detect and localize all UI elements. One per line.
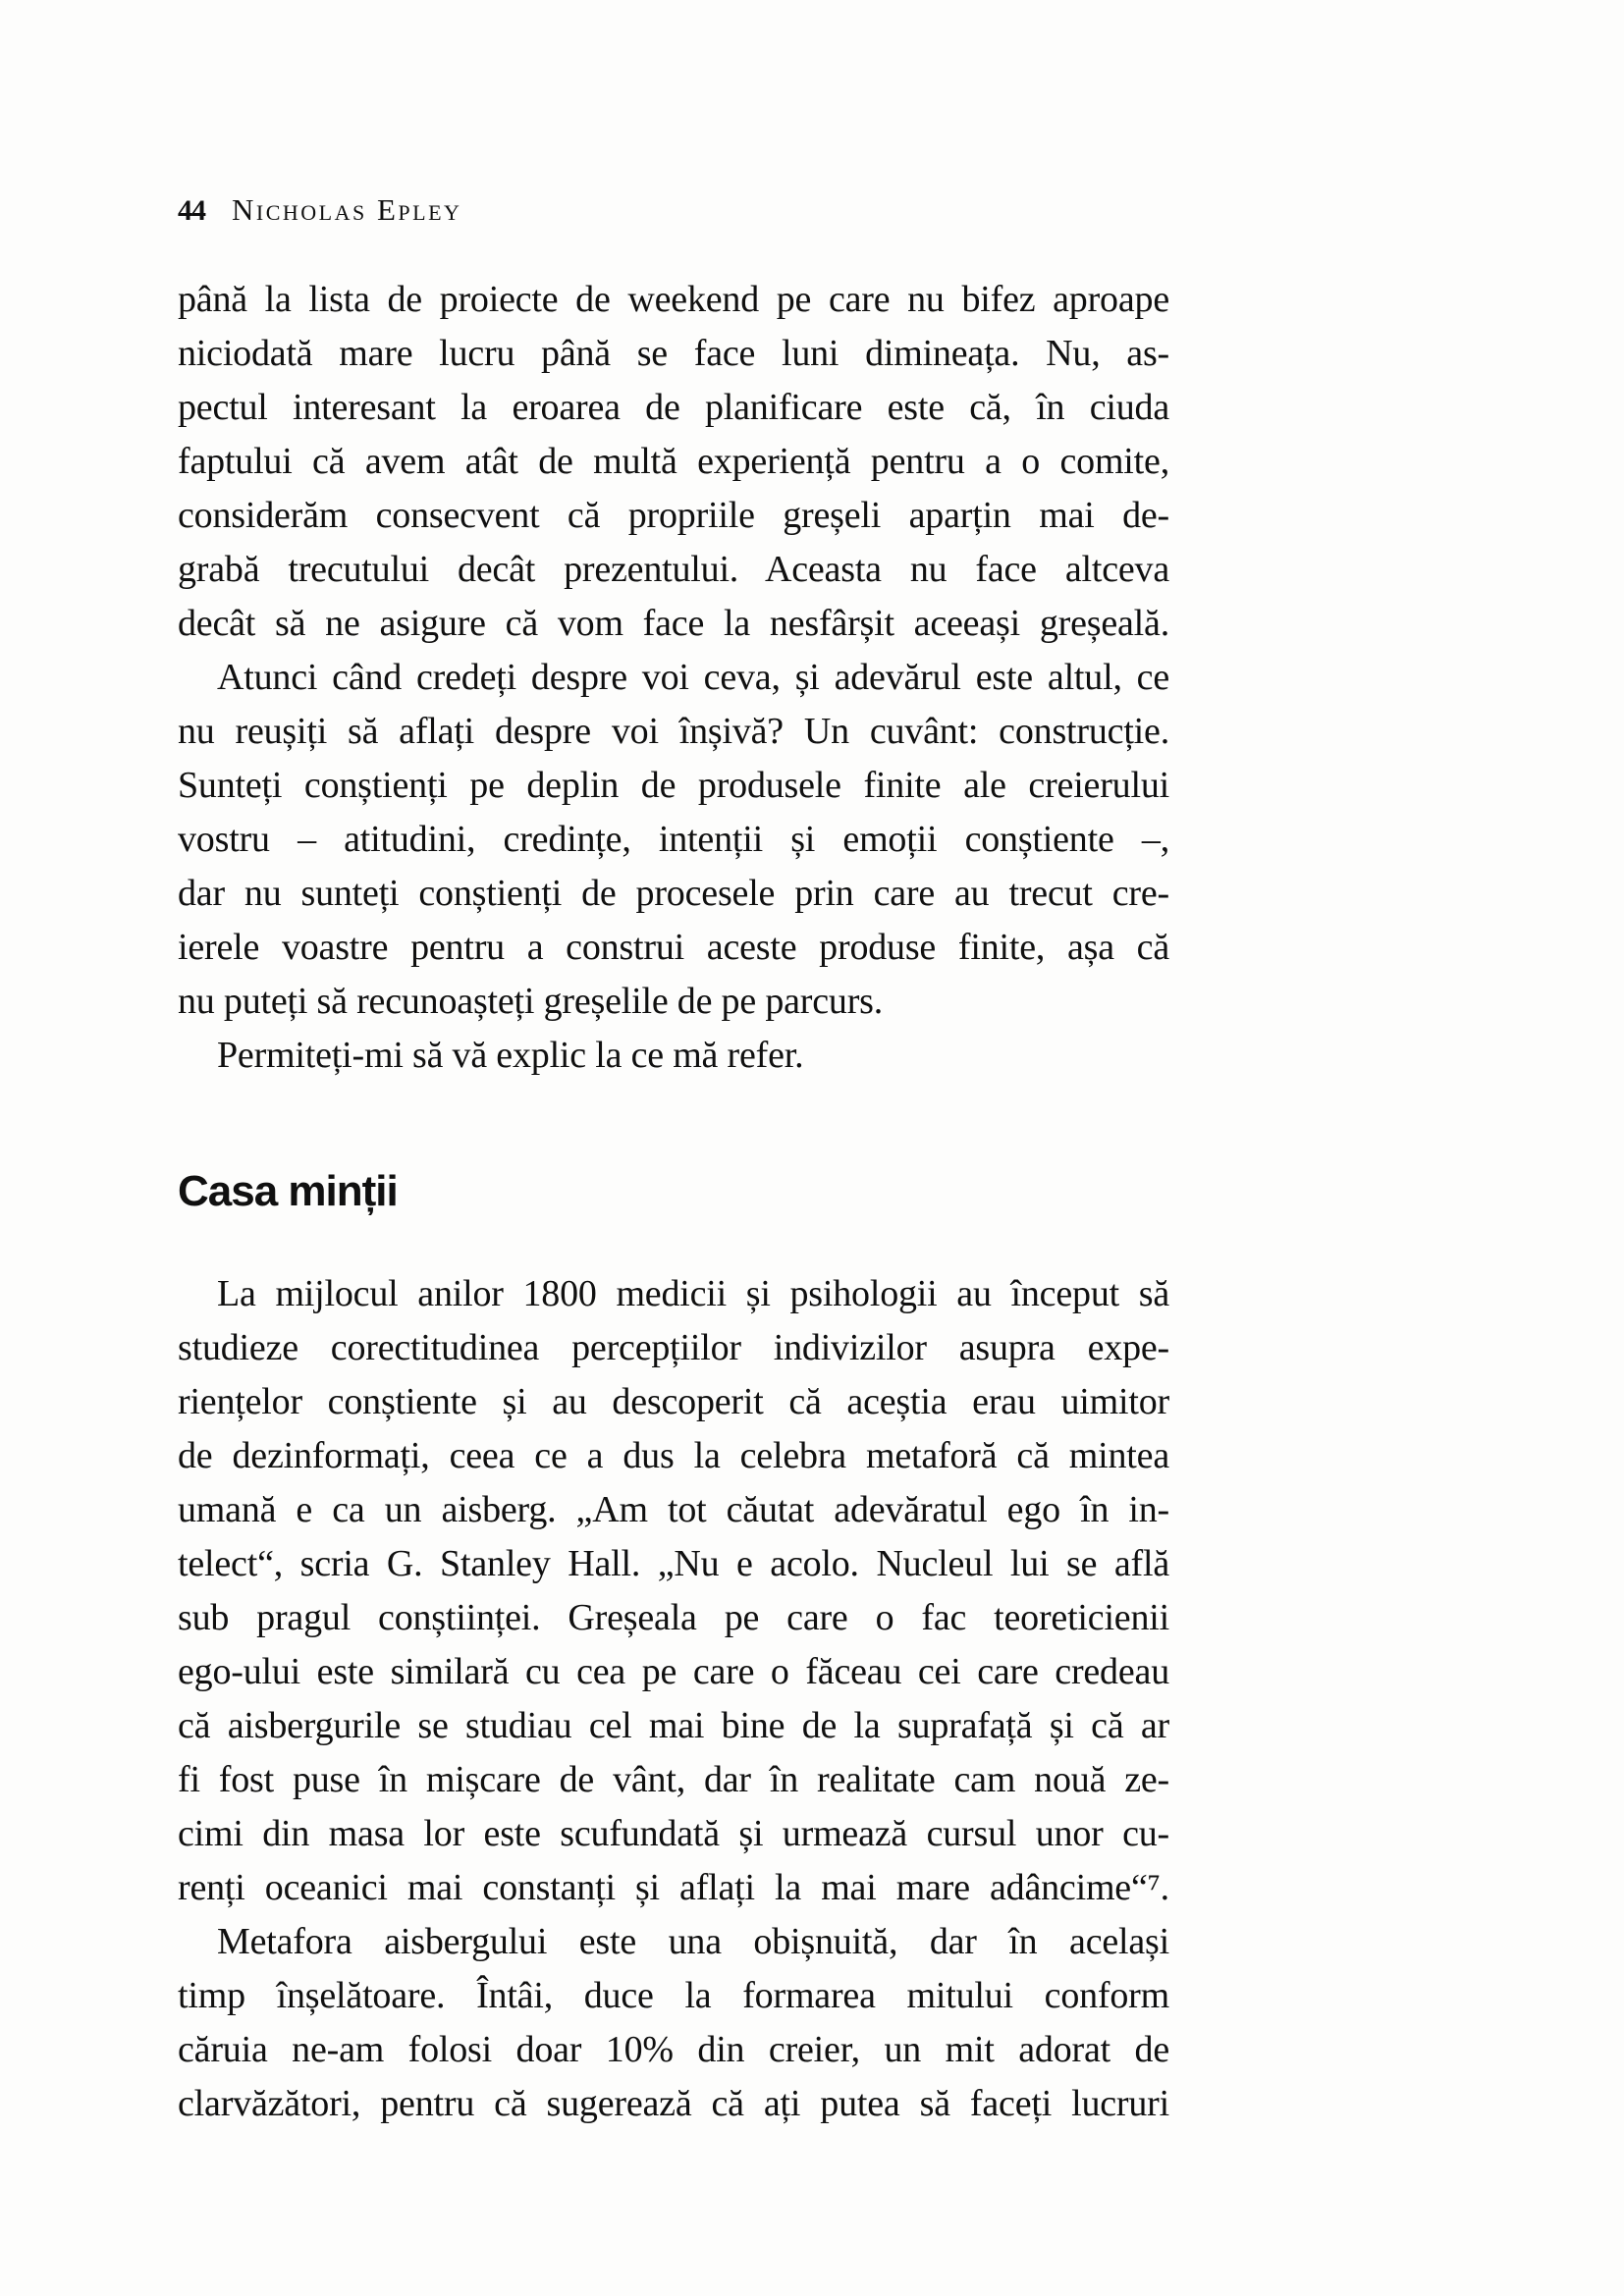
text-line: timp înșelătoare. Întâi, duce la formarea mitului conform [178, 1975, 1169, 2016]
text-line: telect“, scria G. Stanley Hall. „Nu e acolo. Nucleul lui se află [178, 1543, 1169, 1584]
text-line: dar nu sunteți conștienți de procesele prin care au trecut cre- [178, 873, 1169, 914]
text-line: faptului că avem atât de multă experiență pentru a o comite, [178, 441, 1169, 482]
text-line: renți oceanici mai constanți și aflați la mai mare adâncime“⁷. [178, 1867, 1169, 1908]
text-line: vostru – atitudini, credințe, intenții și emoții conștiente –, [178, 819, 1169, 860]
text-line: studieze corectitudinea percepțiilor indivizilor asupra expe- [178, 1327, 1169, 1368]
text-line: riențelor conștiente și au descoperit că aceștia erau uimitor [178, 1381, 1169, 1422]
text-line: Permiteți-mi să vă explic la ce mă refer. [217, 1035, 804, 1076]
running-header-title: Nicholas Epley [232, 192, 462, 227]
text-line: decât să ne asigure că vom face la nesfârșit aceeași greșeală. [178, 603, 1169, 644]
text-line: fi fost puse în mișcare de vânt, dar în realitate cam nouă ze- [178, 1759, 1169, 1800]
text-line: ierele voastre pentru a construi aceste produse finite, așa că [178, 927, 1169, 968]
section-heading: Casa minții [178, 1167, 398, 1215]
text-line: nu puteți să recunoașteți greșelile de pe parcurs. [178, 981, 884, 1022]
text-line: clarvăzători, pentru că sugerează că ați putea să faceți lucruri [178, 2083, 1169, 2124]
text-line: Atunci când credeți despre voi ceva, și adevărul este altul, ce [217, 657, 1169, 698]
text-line: căruia ne-am folosi doar 10% din creier, un mit adorat de [178, 2029, 1169, 2070]
text-line: considerăm consecvent că propriile greșeli aparțin mai de- [178, 495, 1169, 536]
text-block [178, 273, 1169, 2131]
text-line: de dezinformați, ceea ce a dus la celebra metaforă că mintea [178, 1435, 1169, 1476]
text-line: cimi din masa lor este scufundată și urmează cursul unor cu- [178, 1813, 1169, 1854]
text-line: că aisbergurile se studiau cel mai bine de la suprafață și că ar [178, 1705, 1169, 1746]
text-line: Sunteți conștienți pe deplin de produsele finite ale creierului [178, 765, 1169, 806]
text-line: La mijlocul anilor 1800 medicii și psihologii au început să [217, 1273, 1169, 1314]
text-line: Metafora aisbergului este una obișnuită, dar în același [217, 1921, 1169, 1962]
page-number: 44 [178, 194, 205, 227]
text-line: ego-ului este similară cu cea pe care o făceau cei care credeau [178, 1651, 1169, 1692]
page-header [178, 192, 1169, 229]
text-line: sub pragul conștiinței. Greșeala pe care o fac teoreticienii [178, 1597, 1169, 1638]
text-line: umană e ca un aisberg. „Am tot căutat adevăratul ego în in- [178, 1489, 1169, 1530]
text-line: până la lista de proiecte de weekend pe care nu bifez aproape [178, 279, 1169, 320]
text-line: pectul interesant la eroarea de planificare este că, în ciuda [178, 387, 1169, 428]
text-line: niciodată mare lucru până se face luni dimineața. Nu, as- [178, 333, 1169, 374]
text-line: grabă trecutului decât prezentului. Aceasta nu face altceva [178, 549, 1169, 590]
text-line: nu reușiți să aflați despre voi înșivă? Un cuvânt: construcție. [178, 711, 1169, 752]
